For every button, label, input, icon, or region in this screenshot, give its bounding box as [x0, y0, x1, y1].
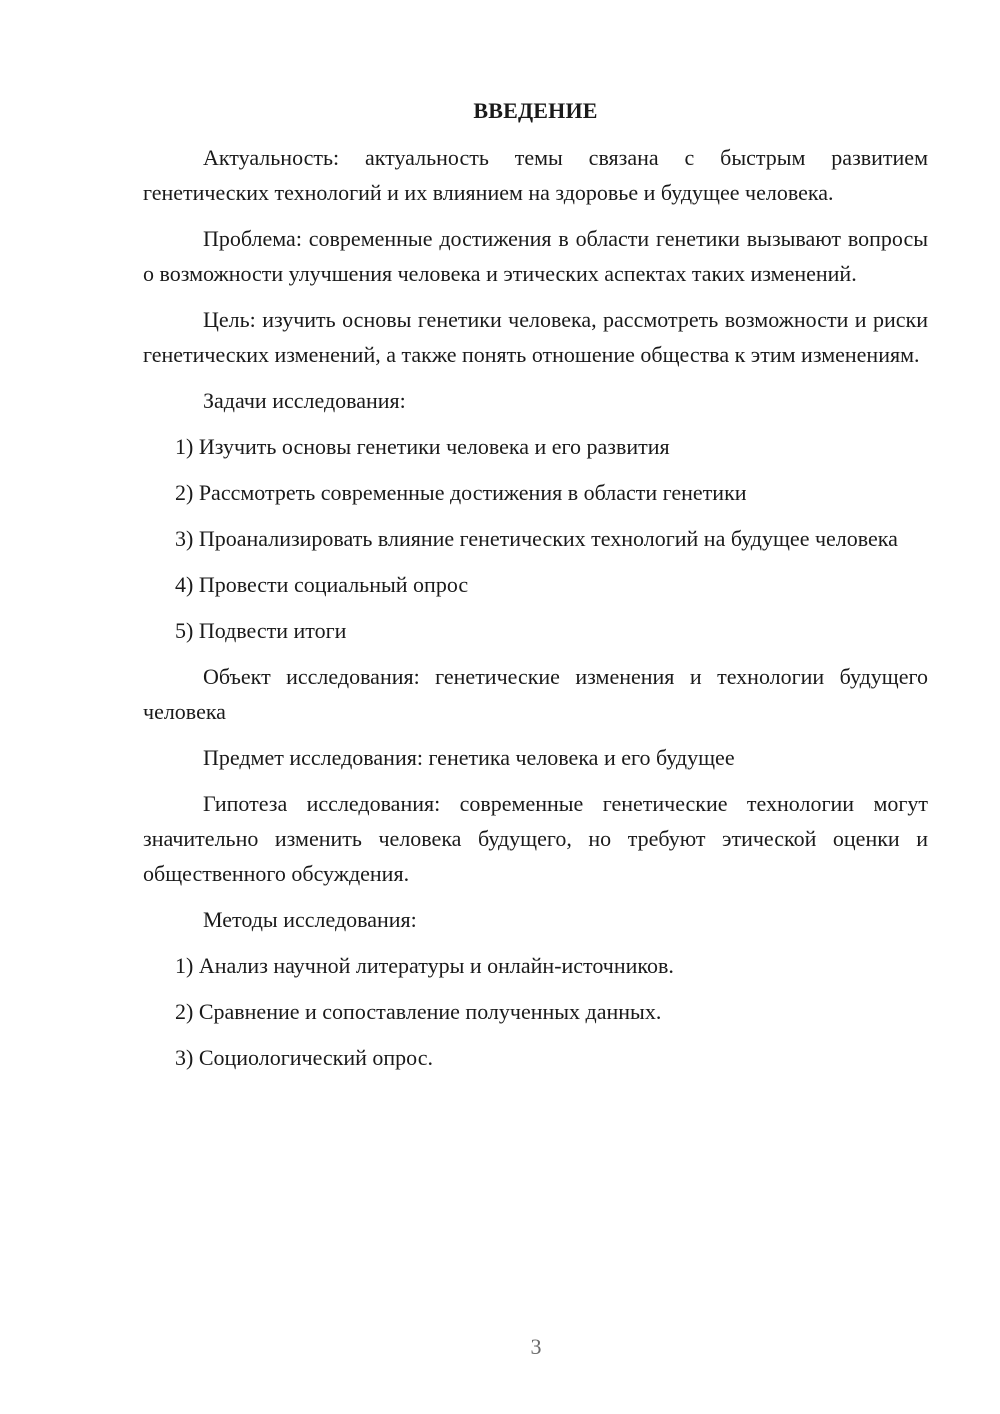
hypothesis-paragraph: Гипотеза исследования: современные генетические технологии могут значительно изменить человека будущего, но требуют этической оценки и общественного обсуждения. — [143, 791, 928, 886]
task-item: 1) Изучить основы генетики человека и его развития — [175, 434, 670, 459]
task-item: 3) Проанализировать влияние генетических технологий на будущее человека — [175, 526, 898, 551]
relevance-paragraph: Актуальность: актуальность темы связана с быстрым развитием генетических технологий и их влиянием на здоровье и будущее человека. — [143, 145, 928, 205]
methods-title: Методы исследования: — [203, 907, 417, 932]
method-item: 3) Социологический опрос. — [175, 1045, 433, 1070]
method-item: 2) Сравнение и сопоставление полученных данных. — [175, 999, 662, 1024]
object-paragraph: Объект исследования: генетические изменения и технологии будущего человека — [143, 664, 928, 724]
task-item: 2) Рассмотреть современные достижения в области генетики — [175, 480, 747, 505]
task-item: 4) Провести социальный опрос — [175, 572, 469, 597]
section-heading: ВВЕДЕНИЕ — [473, 98, 598, 123]
problem-paragraph: Проблема: современные достижения в области генетики вызывают вопросы о возможности улучшения человека и этических аспектах таких изменений. — [143, 226, 928, 286]
tasks-title: Задачи исследования: — [203, 388, 406, 413]
method-item: 1) Анализ научной литературы и онлайн-источников. — [175, 953, 674, 978]
task-item: 5) Подвести итоги — [175, 618, 347, 643]
page-number: 3 — [530, 1334, 542, 1359]
document-page — [143, 93, 928, 1086]
goal-paragraph: Цель: изучить основы генетики человека, рассмотреть возможности и риски генетических изменений, а также понять отношение общества к этим изменениям. — [143, 307, 928, 367]
subject-paragraph: Предмет исследования: генетика человека и его будущее — [203, 745, 735, 770]
